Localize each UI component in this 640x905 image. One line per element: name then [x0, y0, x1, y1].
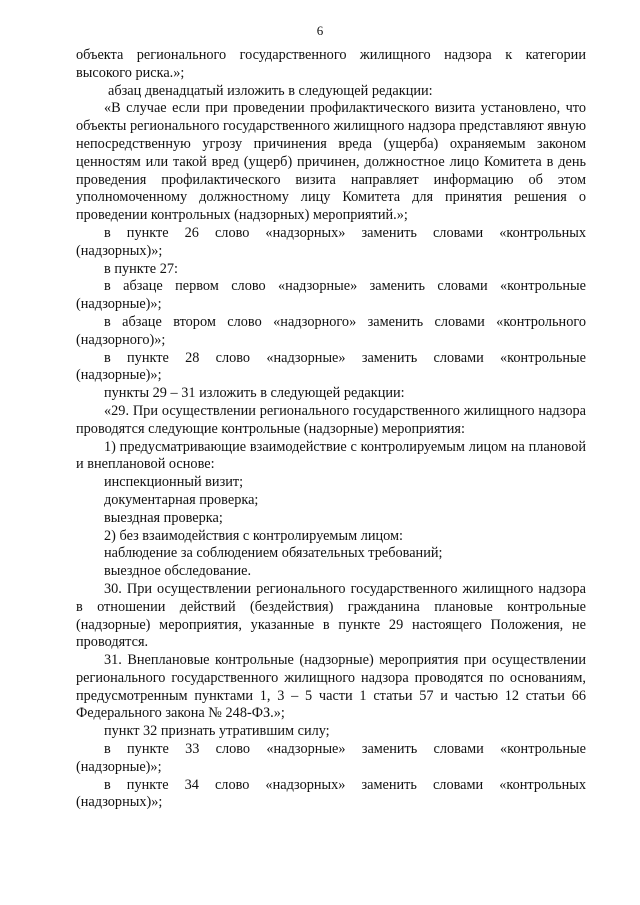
paragraph-4: в пункте 26 слово «надзорных» заменить словами «контрольных (надзорных)»;: [76, 224, 586, 259]
paragraph-11: 1) предусматривающие взаимодействие с контролируемым лицом на плановой и внеплановой основе:: [76, 438, 586, 473]
paragraph-14: выездная проверка;: [104, 509, 223, 526]
paragraph-18: 30. При осуществлении регионального государственного жилищного надзора в отношении действий (бездействия) гражданина плановые контрольные (надзорные) мероприятия, указанные в пункте 29 настоящего Положения, не проводятся.: [76, 580, 586, 651]
paragraph-10: «29. При осуществлении регионального государственного жилищного надзора проводятся следующие контрольные (надзорные) мероприятия:: [76, 402, 586, 437]
paragraph-13: документарная проверка;: [104, 491, 259, 508]
paragraph-3: «В случае если при проведении профилактического визита установлено, что объекты регионального государственного жилищного надзора представляют явную непосредственную угрозу причинения вреда (ущерба) охраняемым законом ценностям или такой вред (ущерб) причинен, должностное лицо Комитета в день проведения профилактического визита направляет информацию об этом уполномоченному должностному лицу Комитета для принятия решения о проведении контрольных (надзорных) мероприятий.»;: [76, 100, 586, 224]
paragraph-9: пункты 29 – 31 изложить в следующей редакции:: [104, 385, 405, 402]
paragraph-17: выездное обследование.: [104, 563, 252, 580]
paragraph-2: абзац двенадцатый изложить в следующей редакции:: [108, 82, 433, 99]
paragraph-16: наблюдение за соблюдением обязательных требований;: [104, 545, 443, 562]
paragraph-20: пункт 32 признать утратившим силу;: [104, 723, 330, 740]
document-body: [76, 47, 586, 812]
paragraph-5: в пункте 27:: [104, 260, 178, 277]
paragraph-7: в абзаце втором слово «надзорного» заменить словами «контрольного (надзорного)»;: [76, 313, 586, 348]
paragraph-8: в пункте 28 слово «надзорные» заменить словами «контрольные (надзорные)»;: [76, 349, 586, 384]
paragraph-6: в абзаце первом слово «надзорные» заменить словами «контрольные (надзорные)»;: [76, 278, 586, 313]
paragraph-19: 31. Внеплановые контрольные (надзорные) мероприятия при осуществлении регионального государственного жилищного надзора проводятся по основаниям, предусмотренным пунктами 1, 3 – 5 части 1 статьи 57 и частью 12 статьи 66 Федерального закона № 248-ФЗ.»;: [76, 652, 586, 722]
paragraph-1: объекта регионального государственного жилищного надзора к категории высокого риска.»;: [76, 47, 586, 81]
paragraph-22: в пункте 34 слово «надзорных» заменить словами «контрольных (надзорных)»;: [76, 776, 586, 811]
paragraph-21: в пункте 33 слово «надзорные» заменить словами «контрольные (надзорные)»;: [76, 741, 586, 775]
paragraph-12: инспекционный визит;: [104, 474, 244, 491]
page-number: 6: [316, 23, 324, 38]
paragraph-15: 2) без взаимодействия с контролируемым лицом:: [104, 527, 404, 544]
